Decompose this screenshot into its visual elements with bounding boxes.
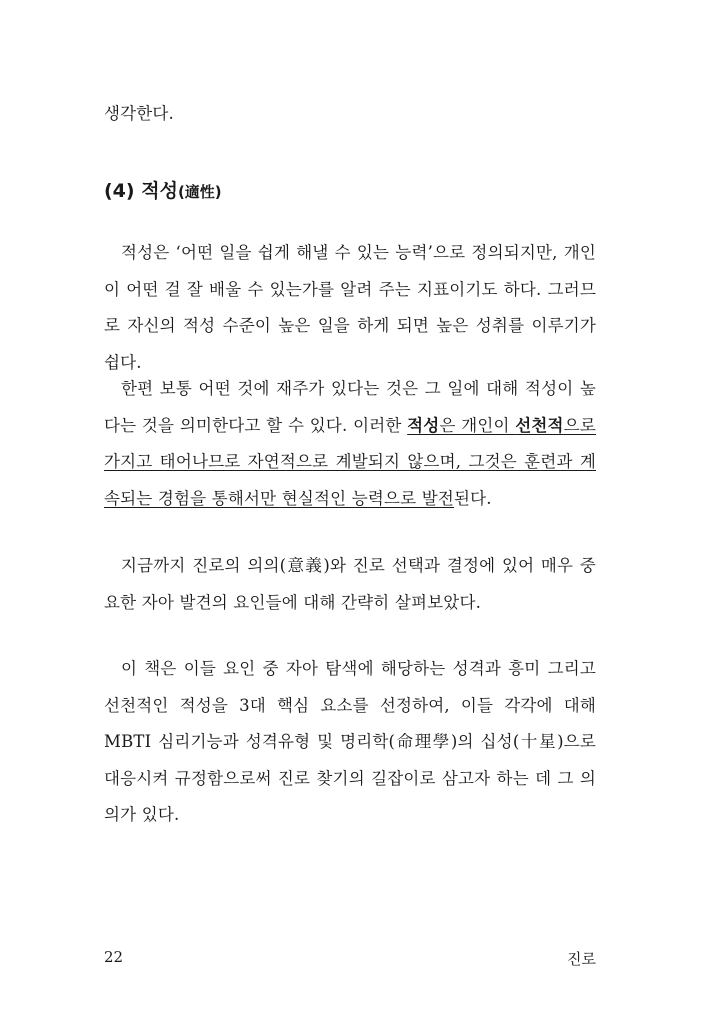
section-heading <box>104 176 222 203</box>
section-hanja: (適性) <box>177 183 222 201</box>
paragraph-book-purpose: 이 책은 이들 요인 중 자아 탐색에 해당하는 성격과 흥미 그리고 선천적인 적성을 3대 핵심 요소를 선정하여, 이들 각각에 대해 MBTI 심리기능과 성격유형 및 명리학(命理學)의 십성(十星)으로 대응시켜 규정함으로써 진로 찾기의 길잡이로 삼고자 하는 데 그 의의가 있다. <box>104 659 596 824</box>
paragraph-summary: 지금까지 진로의 의의(意義)와 진로 선택과 결정에 있어 매우 중요한 자아 발견의 요인들에 대해 간략히 살펴보았다. <box>104 556 596 612</box>
paragraph-aptitude-definition: 적성은 ‘어떤 일을 쉽게 해낼 수 있는 능력’으로 정의되지만, 개인이 어떤 걸 잘 배울 수 있는가를 알려 주는 지표이기도 하다. 그러므로 자신의 적성 수준이 높은 일을 하게 되면 높은 성취를 이루기가 쉽다. <box>104 243 596 372</box>
section-number: (4) <box>104 180 135 202</box>
underlined-text-1: 은 개인이 <box>439 415 516 435</box>
underlined-text-2: 으로 가지고 태어나므로 자연적으로 계발되지 않으며, 그것은 훈련과 계속되는 경험을 통해서만 현실적인 능력으로 발전 <box>104 415 596 508</box>
para2-plain: 한편 보통 어떤 것에 재주가 있다는 것은 그 일에 대해 적성이 높다는 것을 의미한다고 할 수 있다. 이러한 <box>104 379 596 435</box>
section-title: 적성 <box>141 180 178 202</box>
keyword-aptitude: 적성 <box>407 415 440 435</box>
paragraph-aptitude-innate <box>104 371 596 517</box>
chapter-label: 진로 <box>567 950 596 968</box>
page-number: 22 <box>104 948 124 966</box>
para2-end: 된다. <box>454 488 492 508</box>
keyword-innate: 선천적 <box>515 415 564 435</box>
continued-text: 생각한다. <box>104 104 175 123</box>
